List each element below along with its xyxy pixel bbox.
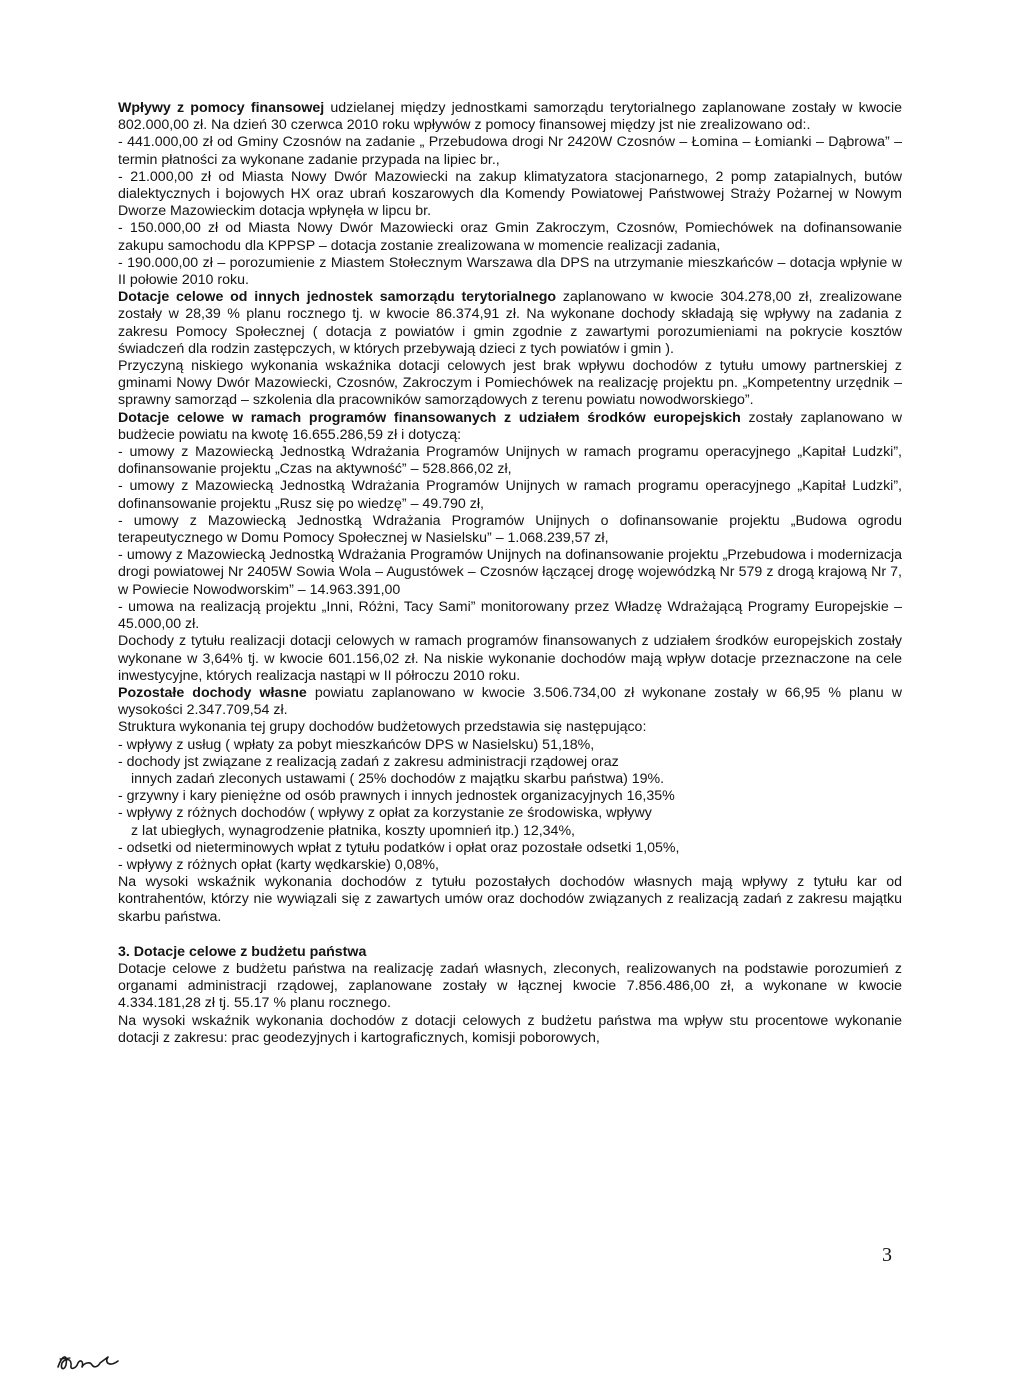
paragraph-eu-income: Dochody z tytułu realizacji dotacji celowych w ramach programów finansowanych z udziałem środków europejskich zostały wykonane w 3,64% tj. w kwocie 601.156,02 zł. Na niskie wykonanie dochodów mają wpływ dotacje przeznaczone na cele inwestycyjne, których realizacja nastąpi w II półroczu 2010 roku. — [118, 633, 902, 684]
paragraph-eu-programs — [118, 410, 902, 444]
heading-eu-programs: Dotacje celowe w ramach programów finansowanych z udziałem środków europejskich — [118, 409, 741, 426]
list-item: - umowy z Mazowiecką Jednostką Wdrażania Programów Unijnych o dofinansowanie projektu „Budowa ogrodu terapeutycznego w Domu Pomocy Społecznej w Nasielsku” – 1.068.239,57 zł, — [118, 512, 902, 547]
paragraph-other-own-income — [118, 685, 902, 719]
list-item: - 190.000,00 zł – porozumienie z Miastem Stołecznym Warszawa dla DPS na utrzymanie mieszkańców – dotacja wpłynie w II połowie 2010 roku. — [118, 254, 902, 289]
paragraph-structure: Struktura wykonania tej grupy dochodów budżetowych przedstawia się następująco: — [118, 719, 647, 736]
list-item: - wpływy z usług ( wpłaty za pobyt mieszkańców DPS w Nasielsku) 51,18%, — [118, 736, 595, 753]
list-item: - umowy z Mazowiecką Jednostką Wdrażania Programów Unijnych w ramach programu operacyjnego „Kapitał Ludzki”, dofinansowanie projektu „Rusz się po wiedzę” – 49.790 zł, — [118, 478, 902, 512]
text-eu-programs: zostały zaplanowano w budżecie powiatu na kwotę 16.655.286,59 zł i dotyczą: — [118, 409, 902, 443]
list-item: - 150.000,00 zł od Miasta Nowy Dwór Mazowiecki oraz Gmin Zakroczym, Czosnów, Pomiechówek na dofinansowanie zakupu samochodu dla KPPSP – dotacja zostanie zrealizowana w momencie realizacji zadania, — [118, 220, 902, 254]
handwritten-signature — [54, 1345, 122, 1375]
list-item: - grzywny i kary pieniężne od osób prawnych i innych jednostek organizacyjnych 16,35% — [118, 788, 675, 805]
document-body — [118, 100, 902, 1047]
heading-targeted-grants-local: Dotacje celowe od innych jednostek samorządu terytorialnego — [118, 289, 557, 306]
paragraph-low-execution-reason: Przyczyną niskiego wykonania wskaźnika dotacji celowych jest brak wpływu dochodów z tytułu umowy partnerskiej z gminami Nowy Dwór Mazowiecki, Czosnów, Zakroczym i Pomiechówek na realizację projektu pn. „Kompetentny urzędnik – sprawny samorząd – szkolenia dla pracowników samorządowych z terenu powiatu nowodworskiego”. — [118, 358, 902, 409]
text-targeted-grants-local: zaplanowano w kwocie 304.278,00 zł, zrealizowane zostały w 28,39 % planu rocznego tj. w kwocie 86.374,91 zł. Na wykonane dochody składają się wpływy na zadania z zakresu Pomocy Społecznej ( dotacja z powiatów i gmin zgodnie z zawartymi porozumieniami na pokrycie kosztów świadczeń dla rodzin zastępczych, w których przebywają dzieci z tych powiatów i gmin ). — [118, 289, 902, 357]
list-item: - wpływy z różnych opłat (karty wędkarskie) 0,08%, — [118, 856, 439, 873]
paragraph-high-indicator: Na wysoki wskaźnik wykonania dochodów z tytułu pozostałych dochodów własnych mają wpływy z tytułu kar od kontrahentów, którzy nie wywiązali się z zawartych umów oraz dochodów związanych z realizacją zadań z zakresu majątku skarbu państwa. — [118, 874, 902, 925]
page-number: 3 — [882, 1244, 892, 1266]
text-other-own-income: powiatu zaplanowano w kwocie 3.506.734,00 zł wykonane zostały w 66,95 % planu w wysokości 2.347.709,54 zł. — [118, 684, 902, 719]
list-item: innych zadań zleconych ustawami ( 25% dochodów z majątku skarbu państwa) 19%. — [131, 770, 665, 787]
list-item: - 21.000,00 zł od Miasta Nowy Dwór Mazowiecki na zakup klimatyzatora stacjonarnego, 2 pomp zatapialnych, butów dialektycznych i bojowych HX oraz ubrań koszarowych dla Komendy Powiatowej Państwowej Straży Pożarnej w Nowym Dworze Mazowieckim dotacja wpłynęła w lipcu br. — [118, 168, 902, 220]
list-item: - umowa na realizacją projektu „Inni, Różni, Tacy Sami” monitorowany przez Władzę Wdrażającą Programy Europejskie – 45.000,00 zł. — [118, 598, 902, 633]
list-item: - umowy z Mazowiecką Jednostką Wdrażania Programów Unijnych na dofinansowanie projektu „Przebudowa i modernizacja drogi powiatowej Nr 2405W Sowia Wola – Augustówek – Czosnów łączącej drogę wojewódzką Nr 579 z drogą krajową Nr 7, w Powiecie Nowodworskim” – 14.963.391,00 — [118, 547, 902, 598]
text-financial-aid: udzielanej między jednostkami samorządu terytorialnego zaplanowane zostały w kwocie 802.000,00 zł. Na dzień 30 czerwca 2010 roku wpływów z pomocy finansowej między jst nie zrealizowano od:. — [118, 100, 902, 134]
paragraph-state-grants-indicator: Na wysoki wskaźnik wykonania dochodów z dotacji celowych z budżetu państwa ma wpływ stu procentowe wykonanie dotacji z zakresu: prac geodezyjnych i kartograficznych, komisji poborowych, — [118, 1012, 902, 1046]
heading-other-own-income: Pozostałe dochody własne — [118, 684, 307, 701]
list-item: z lat ubiegłych, wynagrodzenie płatnika, koszty upomnień itp.) 12,34%, — [131, 822, 576, 839]
heading-financial-aid: Wpływy z pomocy finansowej — [118, 100, 325, 116]
list-item: - dochody jst związane z realizacją zadań z zakresu administracji rządowej oraz — [118, 753, 619, 770]
list-item: - 441.000,00 zł od Gminy Czosnów na zadanie „ Przebudowa drogi Nr 2420W Czosnów – Łomina – Łomianki – Dąbrowa” – termin płatności za wykonane zadanie przypada na lipiec br., — [118, 134, 902, 168]
list-item: - odsetki od nieterminowych wpłat z tytułu podatków i opłat oraz pozostałe odsetki 1,05%, — [118, 839, 680, 856]
section-gap — [118, 926, 902, 944]
paragraph-financial-aid — [118, 100, 902, 134]
paragraph-targeted-grants-local — [118, 289, 902, 358]
list-item: - umowy z Mazowiecką Jednostką Wdrażania Programów Unijnych w ramach programu operacyjnego „Kapitał Ludzki”, dofinansowanie projektu „Czas na aktywność” – 528.866,02 zł, — [118, 444, 902, 478]
list-item: - wpływy z różnych dochodów ( wpływy z opłat za korzystanie ze środowiska, wpływy — [118, 805, 652, 822]
section-heading-state-grants: 3. Dotacje celowe z budżetu państwa — [118, 943, 367, 960]
paragraph-state-grants: Dotacje celowe z budżetu państwa na realizację zadań własnych, zleconych, realizowanych na podstawie porozumień z organami administracji rządowej, zaplanowane zostały w łącznej kwocie 7.856.486,00 zł, a wykonane w kwocie 4.334.181,28 zł tj. 55.17 % planu rocznego. — [118, 960, 902, 1012]
